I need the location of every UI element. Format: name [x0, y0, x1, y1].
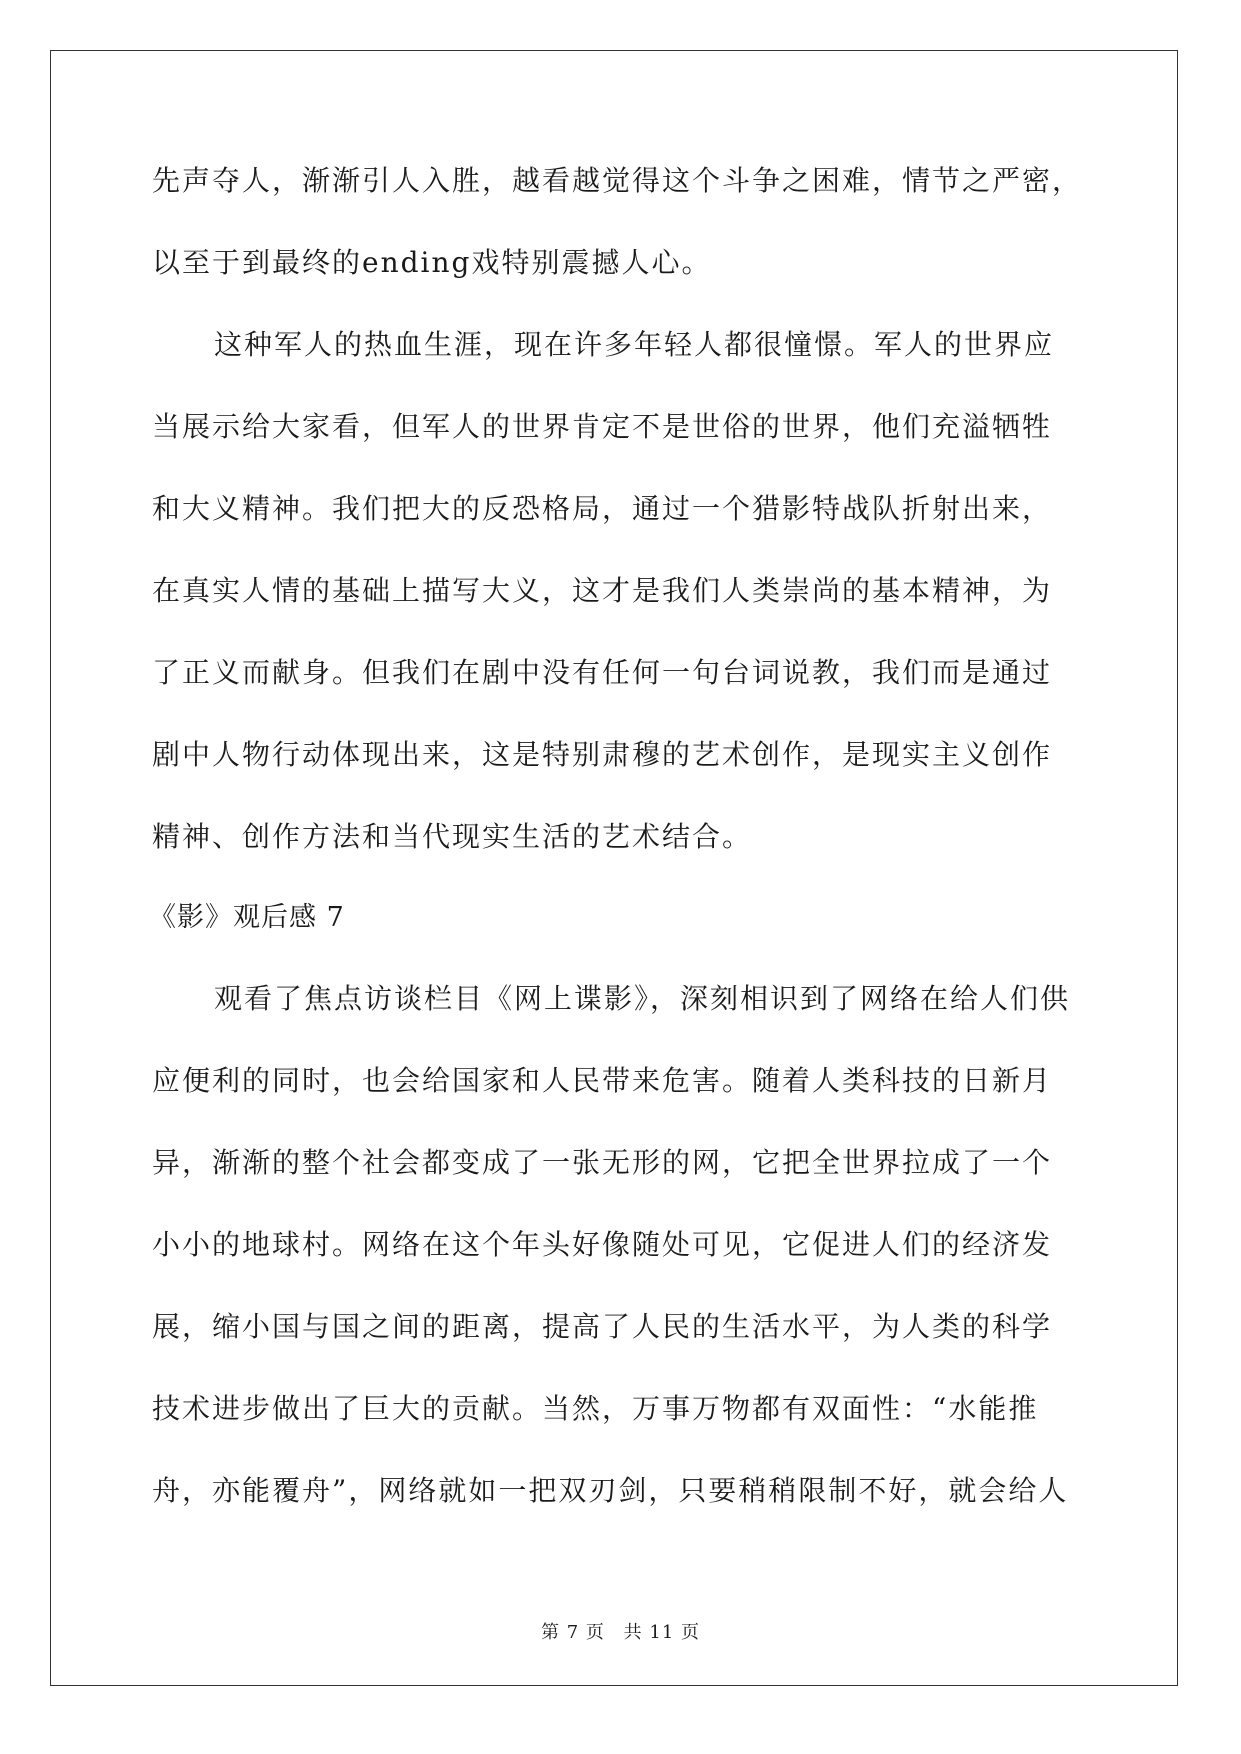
page-number-total: 共 11 页 — [623, 1622, 700, 1643]
text-line: 小小的地球村。网络在这个年头好像随处可见，它促进人们的经济发 — [152, 1228, 1053, 1261]
text-line: 了正义而献身。但我们在剧中没有任何一句台词说教，我们而是通过 — [152, 656, 1053, 689]
text-line: 以至于到最终的ending戏特别震撼人心。 — [152, 246, 712, 279]
text-line: 和大义精神。我们把大的反恐格局，通过一个猎影特战队折射出来， — [152, 492, 1053, 525]
text-line: 这种军人的热血生涯，现在许多年轻人都很憧憬。军人的世界应 — [214, 328, 1055, 361]
paragraph-continuation — [152, 160, 1082, 324]
text-line: 在真实人情的基础上描写大义，这才是我们人类崇尚的基本精神，为 — [152, 574, 1053, 607]
text-line: 异，渐渐的整个社会都变成了一张无形的网，它把全世界拉成了一个 — [152, 1146, 1053, 1179]
text-line: 精神、创作方法和当代现实生活的艺术结合。 — [152, 820, 753, 853]
page-number-current: 第 7 页 — [541, 1622, 605, 1643]
text-line: 先声夺人，渐渐引人入胜，越看越觉得这个斗争之困难，情节之严密， — [152, 164, 1083, 197]
document-body — [149, 160, 1083, 1552]
text-line: 技术进步做出了巨大的贡献。当然，万事万物都有双面性：“水能推 — [152, 1392, 1039, 1425]
paragraph-military — [152, 324, 1082, 898]
text-line: 舟，亦能覆舟”，网络就如一把双刃剑，只要稍稍限制不好，就会给人 — [152, 1474, 1069, 1507]
text-line: 展，缩小国与国之间的距离，提高了人民的生活水平，为人类的科学 — [152, 1310, 1053, 1343]
paragraph-network — [152, 978, 1082, 1552]
text-line: 当展示给大家看，但军人的世界肯定不是世俗的世界，他们充溢牺牲 — [152, 410, 1053, 443]
page-footer — [0, 1618, 1241, 1644]
section-heading: 《影》观后感 7 — [149, 902, 345, 933]
text-line: 剧中人物行动体现出来，这是特别肃穆的艺术创作，是现实主义创作 — [152, 738, 1053, 771]
text-line: 应便利的同时，也会给国家和人民带来危害。随着人类科技的日新月 — [152, 1064, 1053, 1097]
text-line: 观看了焦点访谈栏目《网上谍影》，深刻相识到了网络在给人们供 — [214, 982, 1071, 1015]
